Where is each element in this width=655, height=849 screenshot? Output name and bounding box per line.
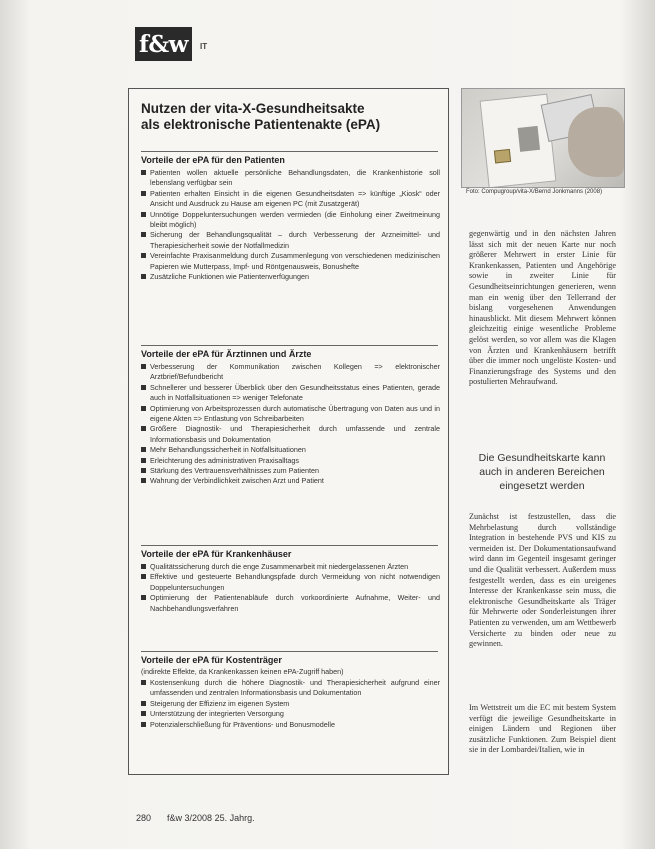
section-heading-hospitals: Vorteile der ePA für Krankenhäuser xyxy=(141,549,292,559)
insurers-note: (indirekte Effekte, da Krankenkassen keinen ePA-Zugriff haben) xyxy=(141,667,344,676)
section-label: IT xyxy=(200,42,208,51)
list-item: Erleichterung des administrativen Praxisalltags xyxy=(141,456,440,466)
page-number: 280 xyxy=(136,813,152,823)
list-item: Sicherung der Behandlungsqualität – durch Verbesserung der Arzneimittel- und Therapiesicherheit sowie der Notfallmedizin xyxy=(141,230,440,251)
pull-quote: Die Gesundheitskarte kann auch in anderen Bereichen eingesetzt werden xyxy=(478,452,606,492)
list-item: Patienten erhalten Einsicht in die eigenen Gesundheitsdaten => künftige „Kiosk“ oder Ansicht und Ausdruck zu Hause am eigenen PC (mit Zusatzgerät) xyxy=(141,189,440,210)
doctors-list xyxy=(141,362,440,487)
list-item: Größere Diagnostik- und Therapiesicherheit durch umfassende und zentrale Informationsbasis und Dokumentation xyxy=(141,424,440,445)
list-item: Patienten wollen aktuelle persönliche Behandlungsdaten, die Krankenhistorie soll lebenslang verfügbar sein xyxy=(141,168,440,189)
list-item: Unnötige Doppeluntersuchungen werden vermieden (die Einholung einer Zweitmeinung bleibt möglich) xyxy=(141,210,440,231)
list-item: Unterstützung der integrierten Versorgung xyxy=(141,709,440,719)
photo-caption: Foto: Compugroup/vita-X/Bernd Jonkmanns (2008) xyxy=(466,189,603,195)
body-paragraph: gegenwärtig und in den nächsten Jahren lässt sich mit der neuen Karte nur noch größerer Mehrwert in erster Linie für Krankenkassen, Patienten und Angehörige sowie in zweiter Linie für Gesundheitseinrichtungen generieren, wenn man ein wenig über den Tellerrand der bislang vorgesehenen Anwendungen hinausblickt. Mit diesem Mehrwert können gleichzeitig einige wesentliche Probleme gelöst werden, so vor allem was die Klagen von Ärzten und Krankenhäusern betrifft über die immer noch ungelöste Kosten- und Finanzierungsfrage des Systems und den postulierten Mehraufwand. xyxy=(469,229,616,387)
list-item: Kostensenkung durch die höhere Diagnostik- und Therapiesicherheit aufgrund einer umfassenden und zentralen Informationsbasis und Dokumentation xyxy=(141,678,440,699)
list-item: Schnellerer und besserer Überblick über den Gesundheitsstatus eines Patienten, gerade auch in Notfallsituationen => weniger Telefonate xyxy=(141,383,440,404)
list-item: Mehr Behandlungssicherheit in Notfallsituationen xyxy=(141,445,440,455)
section-heading-doctors: Vorteile der ePA für Ärztinnen und Ärzte xyxy=(141,349,312,359)
issue-info: f&w 3/2008 25. Jahrg. xyxy=(167,813,255,823)
list-item: Effektive und gesteuerte Behandlungspfade durch Vermeidung von nicht notwendigen Doppeluntersuchungen xyxy=(141,572,440,593)
list-item: Potenzialerschließung für Präventions- und Bonusmodelle xyxy=(141,720,440,730)
section-heading-patients: Vorteile der ePA für den Patienten xyxy=(141,155,285,165)
body-paragraph: Im Wettstreit um die EC mit bestem System verfügt die jeweilige Gesundheitskarte in einigen Ländern und Regionen über zusätzliche Funktionen. Zum Beispiel dient sie in der Lombardei/Italien, wie in xyxy=(469,703,616,755)
divider xyxy=(141,651,438,652)
list-item: Wahrung der Verbindlichkeit zwischen Arzt und Patient xyxy=(141,476,440,486)
body-paragraph: Zunächst ist festzustellen, dass die Mehrbelastung durch vollständige Integration in bestehende PVS und KIS zu vermeiden ist. Der Dokumentationsaufwand wird dann im Gegenteil insgesamt geringer und die Qualität verbessert. Außerdem muss festgestellt werden, dass es ein ureigenes Interesse der Krankenkasse sein muss, die elektronische Gesundheitskarte als Träger für Mehrwerte oder Sonderleistungen ihrer Patienten zu verwenden, um am Wettbewerb Versicherte zu binden oder neue zu gewinnen. xyxy=(469,512,616,649)
list-item: Verbesserung der Kommunikation zwischen Kollegen => elektronischer Arztbrief/Befundbericht xyxy=(141,362,440,383)
divider xyxy=(141,345,438,346)
health-card-photo xyxy=(461,88,625,188)
divider xyxy=(141,545,438,546)
list-item: Optimierung der Patientenabläufe durch vorkoordinierte Aufnahme, Weiter- und Nachbehandlungsverfahren xyxy=(141,593,440,614)
box-title: Nutzen der vita-X-Gesundheitsakte als elektronische Patientenakte (ePA) xyxy=(141,101,381,132)
list-item: Qualitätssicherung durch die enge Zusammenarbeit mit niedergelassenen Ärzten xyxy=(141,562,440,572)
hand-image xyxy=(568,107,624,177)
page-footer xyxy=(136,813,255,823)
list-item: Optimierung von Arbeitsprozessen durch automatische Übertragung von Daten aus und in eigene Akten => Entlastung von Schreibarbeiten xyxy=(141,404,440,425)
patients-list xyxy=(141,168,440,282)
insurers-list xyxy=(141,678,440,730)
list-item: Vereinfachte Praxisanmeldung durch Zusammenlegung von verschiedenen medizinischen Papieren wie Mutterpass, Impf- und Röntgenausweis, Bonushefte xyxy=(141,251,440,272)
hospitals-list xyxy=(141,562,440,614)
divider xyxy=(141,151,438,152)
journal-logo: f&w xyxy=(135,27,192,61)
section-heading-insurers: Vorteile der ePA für Kostenträger xyxy=(141,655,282,665)
list-item: Stärkung des Vertrauensverhältnisses zum Patienten xyxy=(141,466,440,476)
list-item: Steigerung der Effizienz im eigenen System xyxy=(141,699,440,709)
list-item: Zusätzliche Funktionen wie Patientenverfügungen xyxy=(141,272,440,282)
